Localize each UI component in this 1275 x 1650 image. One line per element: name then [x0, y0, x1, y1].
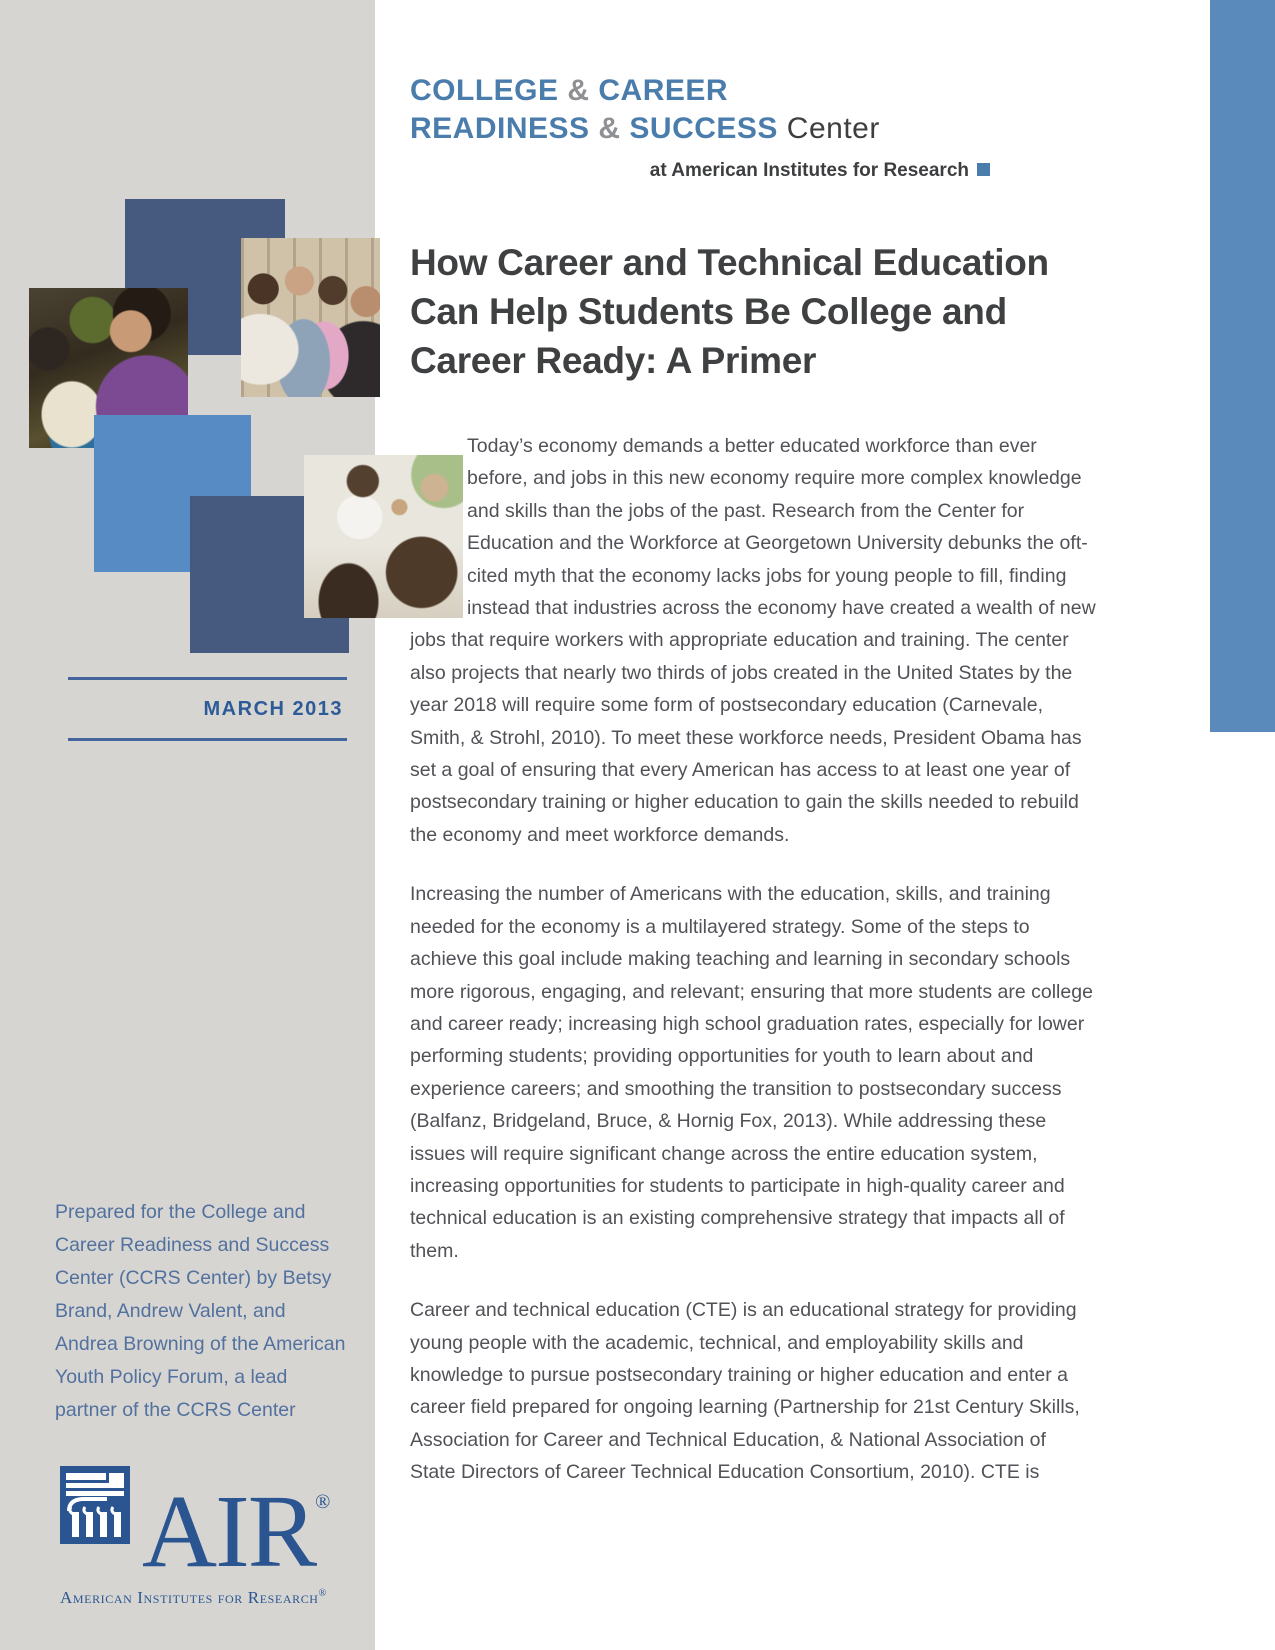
- air-registered-mark: ®: [315, 1491, 331, 1513]
- paragraph-1-text: Today’s economy demands a better educated workforce than ever before, and jobs in this new economy require more complex knowledge and skills than the jobs of the past. Research from the Center for Education and the Workforce at Georgetown University debunks the oft-cited myth that the economy lacks jobs for young people to fill, finding instead that industries across the economy have created a wealth of new jobs that require workers with appropriate education and training. The center also projects that nearly two thirds of jobs created in the United States by the year 2018 will require some form of postsecondary education (Carnevale, Smith, & Strohl, 2010). To meet these workforce needs, President Obama has set a goal of ensuring that every American has access to at least one year of postsecondary training or higher education to gain the skills needed to rebuild the economy and meet workforce demands.: [410, 435, 1096, 846]
- brand-tagline: [410, 160, 990, 182]
- paragraph-1: [410, 430, 1096, 851]
- brand-ampersand-2: &: [598, 112, 621, 145]
- paragraph-3: Career and technical education (CTE) is an educational strategy for providing young people with the academic, technical, and employability skills and knowledge to pursue postsecondary training or higher education and enter a career field prepared for ongoing learning (Partnership for 21st Century Skills, Association for Career and Technical Education, & National Association of State Directors of Career Technical Education Consortium, 2010). CTE is: [410, 1299, 1080, 1484]
- brand-word-success: SUCCESS: [629, 112, 778, 145]
- brand-word-readiness: READINESS: [410, 112, 590, 145]
- brand-line-2: [410, 110, 990, 148]
- classroom-teacher-photo: [304, 455, 463, 618]
- air-name-registered-mark: ®: [318, 1588, 327, 1599]
- air-acronym: [142, 1460, 331, 1589]
- right-accent-bar: [1210, 0, 1275, 732]
- document-title: How Career and Technical Education Can Help Students Be College and Career Ready: A Primer: [410, 242, 1049, 381]
- brand-word-center: Center: [786, 112, 880, 145]
- paragraph-2: Increasing the number of Americans with the education, skills, and training needed for the economy is a multilayered strategy. Some of the steps to achieve this goal include making teaching and learning in secondary schools more rigorous, engaging, and relevant; ensuring that more students are college and career ready; increasing high school graduation rates, especially for lower performing students; providing opportunities for youth to learn about and experience careers; and smoothing the transition to postsecondary success (Balfanz, Bridgeland, Bruce, & Hornig Fox, 2013). While addressing these issues will require significant change across the entire education system, increasing opportunities for students to participate in high-quality career and technical education is an existing comprehensive strategy that impacts all of them.: [410, 883, 1093, 1262]
- air-logo: [60, 1460, 350, 1608]
- air-full-name: [60, 1588, 350, 1608]
- brand-word-career: CAREER: [598, 74, 729, 107]
- air-acronym-text: AIR: [142, 1474, 316, 1589]
- air-full-name-text: American Institutes for Research: [60, 1588, 319, 1607]
- brand-tagline-text: at American Institutes for Research: [649, 160, 969, 181]
- brand-word-college: COLLEGE: [410, 74, 559, 107]
- publication-date-block: [68, 677, 347, 741]
- brand-ampersand-1: &: [567, 74, 590, 107]
- ccrs-brand-logotype: [410, 72, 990, 182]
- prepared-note: Prepared for the College and Career Readiness and Success Center (CCRS Center) by Betsy Brand, Andrew Valent, and Andrea Browning of the American Youth Policy Forum, a lead partner of the CCRS Center: [55, 1201, 346, 1421]
- air-column-icon: [60, 1466, 130, 1544]
- brand-line-1: [410, 72, 990, 110]
- brand-square-icon: [977, 163, 990, 176]
- air-logo-row: [60, 1460, 350, 1589]
- publication-date: MARCH 2013: [203, 697, 343, 720]
- students-at-lockers-photo: [241, 238, 380, 397]
- article-body: [410, 430, 1096, 1516]
